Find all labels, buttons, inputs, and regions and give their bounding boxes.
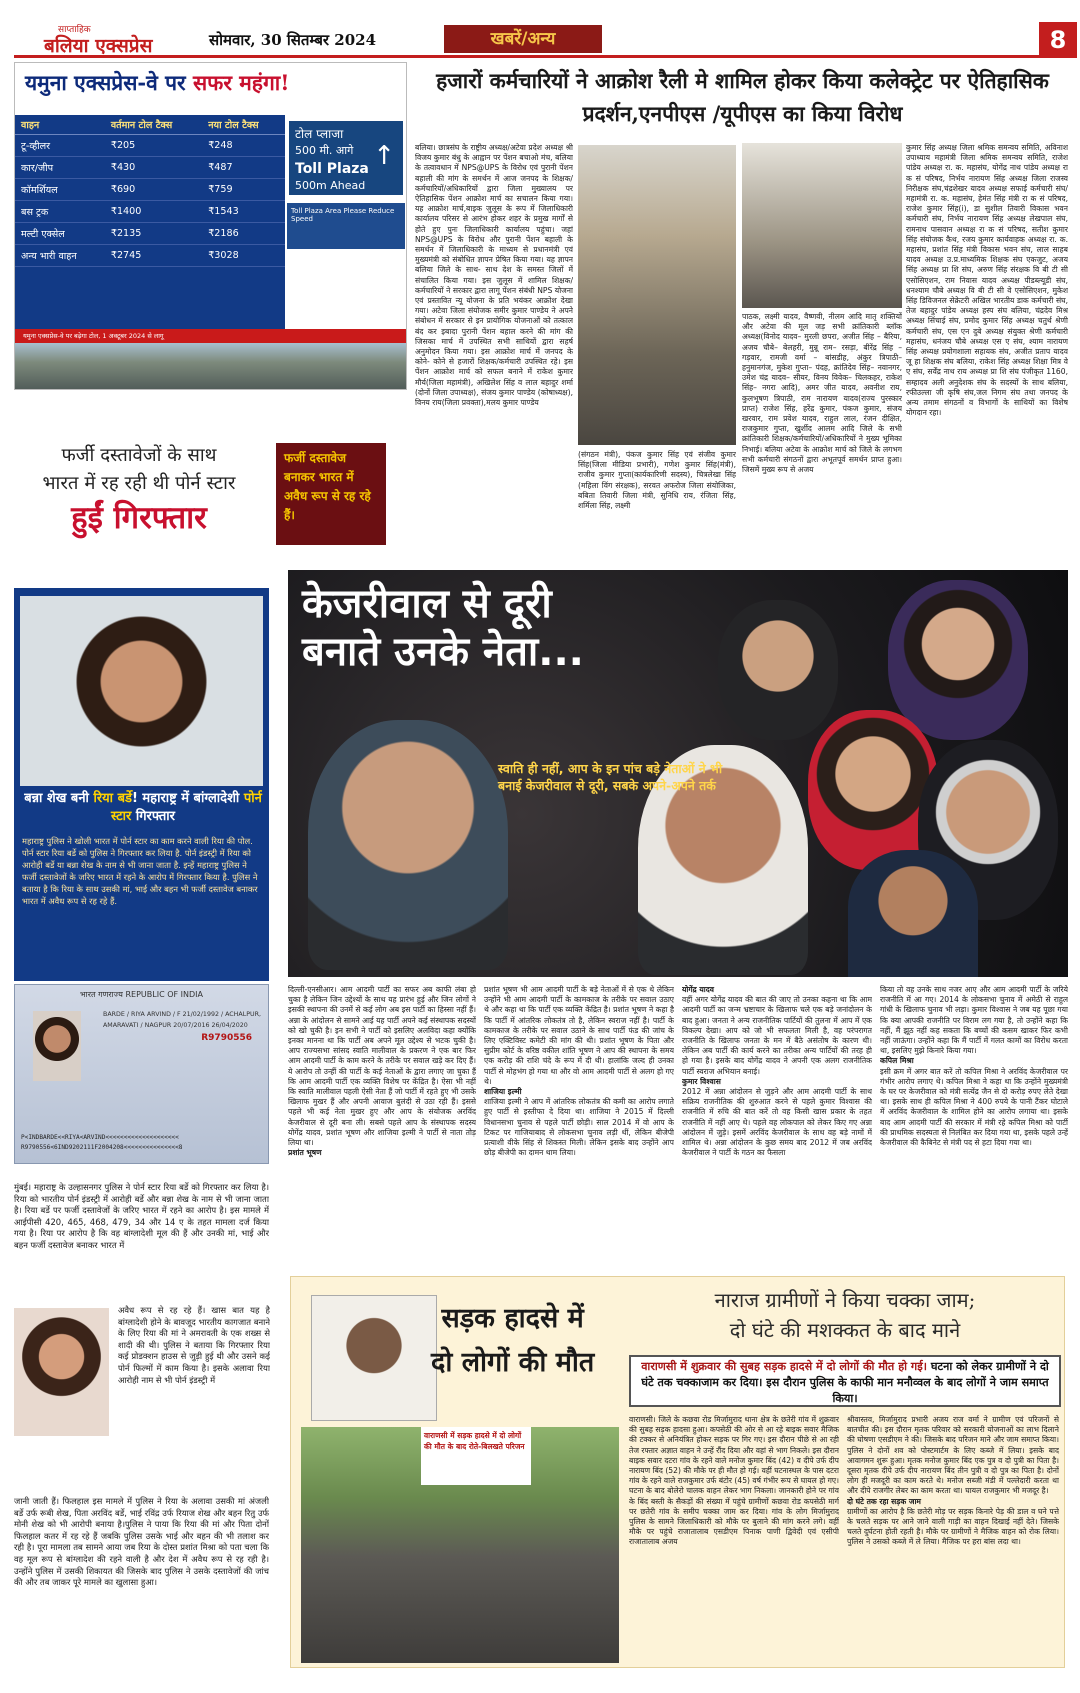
- story-text: दिल्ली-एनसीआर। आम आदमी पार्टी का सफर अब काफी लंबा हो चुका है लेकिन जिन उद्देश्यों के साथ यह प्रारंभ हुई और जिन लोगों ने इसकी स्थापना की उनमें से कई लोग अब इस पार्टी का हिस्सा नहीं हैं। अन्ना के आंदोलन से सामने आई यह पार्टी अपने कई संस्थापक सदस्यों को खो चुकी है। इन सभी ने पार्टी को इसलिए अलविदा कहा क्योंकि इनका मानना था कि पार्टी अब अपने मूल उद्देश्य से भटक चुकी है। आप राज्यसभा सांसद स्वाति मालीवाल के प्रकरण ने एक बार फिर आम आदमी पार्टी के काम करने के तरीके पर सवाल खड़े कर दिए हैं। ये आरोप तो उन्हीं की पार्टी के कई नेताओं के द्वारा लगाए जा चुका हैं कि आम आदमी पार्टी एक व्यक्ति विशेष पर केंद्रित है। ऐसा भी नहीं कि स्वाति मालीवाल पहली ऐसी नेता हैं जो पार्टी में रहते हुए भी उसके खिलाफ मुखर हैं और अपनी आवाज बुलंदी से उठा रही हैं। इससे पहले भी कई नेता मुखर हुए और आप के संयोजक अरविंद केजरीवाल से दूरी बना ली। सबसे पहले आप के संस्थापक सदस्य योगेंद्र यादव, प्रशांत भूषण और शाजिया इल्मी ने पार्टी से नाता तोड़ लिया था।: [288, 985, 476, 1148]
- rally-photo-2: [742, 143, 902, 308]
- riya-head-part: बन्ना शेख बनी: [24, 791, 94, 806]
- cell: ₹430: [105, 157, 202, 179]
- sign-line: Toll Plaza: [295, 161, 369, 177]
- story-text: वहीं अगर योगेंद्र यादव की बात की जाए तो उनका कहना था कि आम आदमी पार्टी का जन्म भ्रष्टाचार के खिलाफ चले एक बड़े जनांदोलन के बाद हुआ। जनता ने अन्य राजनीतिक पार्टियों की तुलना में आप में एक विकल्प देखा। आप को जो भी सफलता मिली है, वह परंपरागत राजनीति के खिलाफ जनता के मन में बैठे असंतोष के कारण थी। लेकिन अब पार्टी की कार्य करने का तरीका अन्य पार्टियों की तरह ही हो गया है। इसके बाद योगेंद्र यादव ने अपनी एक अलग राजनीतिक पार्टी स्वराज अभियान बनाई।: [682, 995, 872, 1076]
- leader-photo: [888, 580, 1028, 740]
- passport-details: BARDE / RIYA ARVIND / F 21/02/1992 / ACHALPUR, AMARAVATI / NAGPUR 20/07/2016 26/04/2020: [103, 1011, 262, 1029]
- subhead: कुमार विश्वास: [682, 1076, 721, 1086]
- cell: टू-व्हीलर: [15, 135, 105, 157]
- story-text: प्रशांत भूषण भी आम आदमी पार्टी के बड़े नेताओं में से एक थे लेकिन उन्होंने भी आम आदमी पार्टी के कामकाज के तरीके पर सवाल उठाए थे और कहा था कि पार्टी एक व्यक्ति केंद्रित है। प्रशांत भूषण ने कहा है कि पार्टी में आंतरिक लोकतंत्र तो है, लेकिन स्वराज नहीं है। पार्टी के कामकाज के तरीके पर सवाल उठाने के साथ पार्टी फंड की जांच के लिए एक्टिविस्ट कमेटी की मांग की थी। प्रशांत भूषण के पिता और सुप्रीम कोर्ट के वरिष्ठ वकील शांति भूषण ने आप की स्थापना के समय एक करोड़ की राशि चंदे के रूप में दी थी। हालांकि जल्द ही उनका पार्टी से मोहभंग हो गया था और वो आम आदमी पार्टी से अलग हो गए थे।: [484, 985, 674, 1086]
- subhead: शाजिया इल्मी: [484, 1087, 522, 1097]
- riya-headline: [18, 790, 268, 826]
- passport-header: भारत गणराज्य REPUBLIC OF INDIA: [80, 990, 203, 999]
- table-row: [15, 179, 285, 201]
- protest-summary-box: [629, 1355, 1061, 1407]
- porn-story-text-2: अवैध रूप से रह रहे हैं। खास बात यह है बांग्लादेशी होने के बावजूद भारतीय कागजात बनाने के लिए रिया की मां ने अमरावती के एक शख्स से शादी की थी। पुलिस ने बताया कि गिरफ्तार रिया कई प्रोडक्शन हाउस से जुड़ी हुई थी और उसने कई पोर्न फिल्मों में काम किया है। इसके अलावा रिया आरोही नाम से भी पोर्न इंडस्ट्री में: [118, 1305, 270, 1385]
- kejriwal-col4: [880, 985, 1068, 1257]
- table-row: [15, 245, 285, 267]
- headline-line: फर्जी दस्तावेजों के साथ: [61, 445, 217, 466]
- sign-line: टोल प्लाजा: [295, 127, 344, 141]
- cell: ₹2186: [202, 223, 285, 245]
- riya-head-part: रिया बर्डे: [93, 791, 132, 806]
- cell: ₹2745: [105, 245, 202, 267]
- table-row: [15, 135, 285, 157]
- headline-line: दो घंटे की मशक्कत के बाद माने: [729, 1318, 961, 1342]
- main-story-col3: पाठक, लक्ष्मी यादव, वैष्णवी, नीलम आदि मातृ शक्तियों और अटेवा की मूल जड़ सभी क्रांतिकारी ब्लॉक अध्यक्ष(विनोद यादव– मुरली छपरा, अजीत सिंह – बैरिया, अजय चौबे– बेलहरी, मुन्नू राम– रसड़ा, बीरेंद्र सिंह – गड़वार, रामजी वर्मा – बांसडीह, अंकुर त्रिपाठी– हनुमानगंज, मुकेश गुप्ता– पंदह, क्रांतिदेव सिंह– नवानगर, उमेश चंद्र यादव– सीयर, विनय विवेक– चिलकहर, राकेश सिंह– नगरा आदि), अमर जीत यादव, अवनीश राय, कुलभूषण त्रिपाठी, राम नारायण यादव(राज्य पुरस्कार प्राप्त) राजेश सिंह, हरेंद्र कुमार, पंकज कुमार, संजय खरवार, राम प्रवेश यादव, राहुल लाल, रंजन दीक्षित, राजकुमार गुप्ता, खुर्शीद आलम आदि जिले के सभी क्रांतिकारी शिक्षक/कर्मचारियों/अधिकारियों ने मुख्य भूमिका निभाई। बलिया अटेवा के आक्रोश मार्च को जिले के लगभग सभी कर्मचारी संगठनों द्वारा अभूतपूर्व समर्थन प्राप्त हुआ। जिसमें मुख्य रूप से अजय: [742, 312, 902, 475]
- main-story-col1: बलिया। छात्रसंघ के राष्ट्रीय अध्यक्ष/अटेवा प्रदेश अध्यक्ष श्री विजय कुमार बंधु के आह्वान पर पेंशन बचाओ मंच, बलिया के तत्वावधान में NPS@UPS के विरोध एवं पुरानी पेंशन बहाली की मांग के समर्थन में आज जनपद के शिक्षक/कर्मचारियों/अधिकारियों द्वारा जिला मुख्यालय पर ऐतिहासिक पेंशन आक्रोश मार्च का सचालन किया गया। यह आक्रोश मार्च,बाइक जुलूस के रूप में जिलाधिकारी कार्यालय परिसर से आरंभ होकर शहर के प्रमुख मार्गों से होते हुए पुनः जिलाधिकारी कार्यालय पहुंचा। जहां NPS@UPS के विरोध और पुरानी पेंशन बहाली के समर्थन में जिलाधिकारी के माध्यम से प्रधानमंत्री एवं मुख्यमंत्री को संबोधित ज्ञापन प्रेषित किया गया। यह ज्ञापन बलिया जिले के साथ- साथ देश के समस्त जिलों में संचालित किया गया। इस जुलूस में शामिल शिक्षक/कर्मचारियों ने सरकार द्वारा लागू पेंशन संबंधी NPS योजना एवं प्रस्तावित न्यू योजना के प्रति भयंकर आक्रोश देखा गया। अटेवा जिला संयोजक समीर कुमार पाण्डेय ने अपने संबोधन में सरकार से इन प्रायोगिक योजनाओं को तत्काल बंद कर इबादा पुरानी पेंशन बहाल करने की मांग की जिसका मार्च में उपस्थित सभी साथियों द्वारा सहर्ष अनुमोदन किया गया। इस आक्रोश मार्च में जनपद के कोने- कोने से हजारों शिक्षक/कर्मचारी उपस्थित रहे। इस पेंशन आक्रोश मार्च को सफल बनाने में राकेश कुमार मौर्य(जिला महामंत्री), अखिलेश सिंह व लाल बहादुर शर्मा (दोनों जिला उपाध्यक्ष), संजय कुमार पाण्डेय (कोषाध्यक्ष), विनय राय(जिला प्रवक्ता),मलय कुमार पाण्डेय: [415, 143, 573, 408]
- main-headline: हजारों कर्मचारियों ने आक्रोश रैली मे शामिल होकर किया कलेक्ट्रेट पर ऐतिहासिक प्रदर्शन,एनपीएस /यूपीएस का किया विरोध: [436, 68, 1049, 126]
- headline-line: सड़क हादसे में: [441, 1303, 584, 1334]
- toll-plaza-sign: [287, 119, 405, 197]
- rally-photo: [578, 145, 736, 445]
- headline-line: बनाते उनके नेता...: [302, 629, 584, 675]
- table-row: [15, 223, 285, 245]
- accident-col2: [847, 1415, 1059, 1665]
- cell: ₹205: [105, 135, 202, 157]
- headline-line: भारत में रह रही थी पोर्न स्टार: [42, 473, 236, 494]
- section-label: खबरें/अन्य: [444, 25, 602, 53]
- kejriwal-col2: [484, 985, 674, 1257]
- accident-headline: [431, 1297, 594, 1385]
- toll-rate-table: [15, 115, 285, 329]
- kejriwal-col3: [682, 985, 872, 1257]
- col-header-vehicle: वाहन: [15, 115, 105, 135]
- kejriwal-subhead: स्वाति ही नहीं, आप के इन पांच बड़े नेताओं ने भी बनाई केजरीवाल से दूरी, सबके अपने-अपने तर्क: [498, 761, 723, 793]
- cell: ₹759: [202, 179, 285, 201]
- headline-line: केजरीवाल से दूरी: [302, 581, 552, 627]
- leader-photo: [718, 600, 838, 740]
- summary-text: वाराणसी में शुक्रवार की सुबह सड़क हादसे में दो लोगों की मौत हो गई।: [641, 1360, 927, 1373]
- cell: बस ट्रक: [15, 201, 105, 223]
- story-text: इसी क्रम में अगर बात करें तो कपिल मिश्रा ने अरविंद केजरीवाल पर गंभीर आरोप लगाए थे। कपिल मिश्रा ने कहा था कि उन्होंने मुख्यमंत्री के घर पर केजरीवाल को मंत्री सत्येंद्र जैन से दो करोड़ रुपए लेते देखा था। इसके साथ ही कपिल मिश्रा ने 400 रुपये के पानी टैंकर घोटाले में अरविंद केजरीवाल के शामिल होने का आरोप लगाया था। इसके बाद आम आदमी पार्टी की सरकार में मंत्री रहे कपिल मिश्रा को पार्टी की प्राथमिक सदस्यता से निलंबित कर दिया गया था, इसके पहले उन्हें केजरीवाल की कैबिनेट से मंत्री पद से हटा दिया गया था।: [880, 1066, 1068, 1148]
- story-text: शाजिया इल्मी ने आप में आंतरिक लोकतंत्र की कमी का आरोप लगाते हुए पार्टी से इस्तीफा दे दिया था। शाजिया ने 2015 में दिल्ली विधानसभा चुनाव से पहले पार्टी छोड़ी। साल 2014 में वो आप के टिकट पर गाजियाबाद से लोकसभा चुनाव लड़ी थीं, लेकिन बीजेपी प्रत्याशी वीके सिंह से शिकस्त मिली। लेकिन इसके बाद उन्होंने आप छोड़ बीजेपी का दामन थाम लिया।: [484, 1097, 674, 1158]
- arrow-up-icon: ↑: [373, 141, 395, 171]
- cell: मल्टी एक्सेल: [15, 223, 105, 245]
- protest-headline: [629, 1285, 1061, 1345]
- kejriwal-banner: [288, 570, 1068, 977]
- cell: ₹487: [202, 157, 285, 179]
- yamuna-headline-a: यमुना एक्सप्रेस-वे पर: [25, 70, 193, 95]
- riya-photo-2: [14, 1308, 109, 1436]
- sign-line: 500 मी. आगे: [295, 144, 354, 157]
- story-text: श्रीवास्तव, मिर्जामुराद प्रभारी अजय राज वर्मा ने ग्रामीण एवं परिजनों से बातचीत की। इस दौरान मृतक परिवार को सरकारी योजनाओं का लाभ दिलाने की घोषणा एसडीएम ने की। जिसके बाद परिजन माने और जाम समाप्त किया। पुलिस ने दोनों शव को पोस्टमार्टम के लिए कब्जे में लिया। इसके बाद आवागमन शुरू हुआ। मृतक मनोज कुमार बिंद एक पुत्र व दो पुत्री का पिता है। दूसरा मृतक दीपे उर्फ दीप नारायण बिंद तीन पुत्री व दो पुत्र का पिता है। दोनों लोग ही मजदूरी का काम करते थे। मनोज सब्जी मंडी में पल्लेदारी करता था और दीपे राजगीर लेबर का काम करता था। घायल राजकुमार भी मजदूर है।: [847, 1415, 1059, 1496]
- story-text: 2012 में अन्ना आंदोलन से जुड़ने और आम आदमी पार्टी के साथ सक्रिय राजनीतिक की शुरुआत करने से पहले कुमार विश्वास की राजनीति में रुचि की बात करें तो वह किसी खास प्रकार के तहत राजनीति में नहीं आए थे। पहले वह लोकपाल को लेकर किए गए अन्ना आंदोलन में जुड़े। इसमें अरविंद केजरीवाल के साथ वह बड़े नामों में शामिल थे। अन्ना आंदोलन के कुछ समय बाद 2012 में जब अरविंद केजरीवाल ने पार्टी के गठन का फैसला: [682, 1087, 872, 1158]
- subhead: कपिल मिश्रा: [880, 1056, 914, 1066]
- masthead: [14, 22, 1068, 58]
- table-row: [15, 201, 285, 223]
- brand-weekly: साप्ताहिक: [58, 25, 91, 35]
- col-header-current: वर्तमान टोल टैक्स: [105, 115, 202, 135]
- porn-star-callout: फर्जी दस्तावेज बनाकर भारत में अवैध रूप से रह रहे हैं।: [276, 443, 386, 545]
- subhead: दो घंटे तक रहा सड़क जाम: [847, 1496, 921, 1506]
- page-number: 8: [1039, 22, 1077, 58]
- porn-star-headline: [14, 442, 264, 538]
- yamuna-toll-story: [14, 62, 407, 390]
- cell: अन्य भारी वाहन: [15, 245, 105, 267]
- cell: कॉमर्शियल: [15, 179, 105, 201]
- victim-photo: [311, 1295, 437, 1421]
- kejriwal-headline: [302, 580, 584, 676]
- speed-sign: Toll Plaza Area Please Reduce Speed: [287, 203, 405, 249]
- passport-photo: [33, 1011, 81, 1081]
- road-accident-story: [290, 1276, 1065, 1668]
- brand-name: बलिया एक्सप्रेस: [44, 35, 153, 57]
- story-text: किया तो वह उनके साथ नजर आए और आम आदमी पार्टी के जरिये राजनीति में आ गए। 2014 के लोकसभा चुनाव में अमेठी से राहुल गांधी के खिलाफ चुनाव भी लड़ा। कुमार विश्वास ने जब यह पूछा गया कि क्या आपकी राजनीति पर विराम लग गया है, तो उन्होंने कहा कि नहीं, मैं झूठ नहीं कह सकता कि बच्चों की कसम खाकर फिर कभी नहीं जाऊंगा। उन्होंने कहा कि मैं पार्टी में गलत कामों का विरोध करता था, इसलिए मुझे किनारे किया गया।: [880, 985, 1068, 1056]
- yamuna-strip: यमुना एक्सप्रेस-वे पर बढ़ेगा टोल, 1 अक्टूबर 2024 से लागू: [15, 329, 407, 343]
- subhead: योगेंद्र यादव: [682, 985, 714, 994]
- passport-number: R9790556: [201, 1033, 252, 1043]
- yamuna-headline: [25, 69, 289, 97]
- kejriwal-photo: [308, 720, 508, 970]
- newspaper-logo: [14, 22, 184, 56]
- kejriwal-col1: [288, 985, 476, 1257]
- cell: ₹2135: [105, 223, 202, 245]
- porn-story-text-3: जानी जाती हैं। फिलहाल इस मामले में पुलिस ने रिया के अलावा उसकी मां अंजली बर्डे उर्फ रूबी शेख, पिता अरविंद बर्डे, भाई रविंद्र उर्फ रियाज शेख और बहन रितु उर्फ मोनी शेख को भी आरोपी बनाया है।पुलिस ने पाया कि रिया की मां और पिता दोनों फिलहाल कतर में रह रहे हैं जबकि पुलिस उसके भाई और बहन की भी तलाश कर रही है। पूरा मामला तब सामने आया जब रिया के दोस्त प्रशांत मिश्रा को पता चला कि वह मूल रूप से बांग्लादेश की रहने वाली है और देश में अवैध रूप से रह रही है। उन्होंने पुलिस में उसकी शिकायत की जिसके बाद पुलिस ने उसके दस्तावेजों की जांच की और तब जाकर पूरे मामले का खुलासा हुआ।: [14, 1496, 269, 1588]
- table-row: [15, 157, 285, 179]
- cell: कार/जीप: [15, 157, 105, 179]
- accident-col1: वाराणसी। जिले के कछवा रोड मिर्जामुराद थाना क्षेत्र के छतेरी गांव में शुक्रवार की सुबह सड़क हादसा हुआ। कपसेठी की ओर से आ रहे बाइक सवार मैजिक की टक्कर से अनियंत्रित होकर सड़क पर गिर गए। इस दौरान पीछे से आ रही तेज रफ्तार अज्ञात वाहन ने उन्हें रौंद दिया और वहां से भाग निकले। इस दौरान बाइक सवार दटरा गांव के रहने वाले मनोज कुमार बिंद (42) व दीपे उर्फ दीप नारायण बिंद (52) की मौके पर ही मौत हो गई। वहीं घटनास्थल के पास दटरा गांव के रहने वाले राजकुमार उर्फ बंटोर (45) वर्ष गंभीर रूप से घायल हो गए। घटना के बाद बोलेरो चालक वाहन लेकर भाग निकला। जानकारी होने पर गांव के बिंद बस्ती के सैकड़ों की संख्या में पहुंचे ग्रामीणों कछवा रोड कपसेठी मार्ग पर छतेरी गांव के समीप चक्का जाम कर दिया। गांव के लोग मिर्जामुराद पुलिस के सामने जिलाधिकारी को मौके पर बुलाने की मांग करने लगे। वहीं मौके पर पहुंचे राजातालाब एसडीएम पिनाक पाणी द्विवेदी एवं एसीपी राजातालाब अजय: [629, 1415, 839, 1547]
- riya-head-part: पोर्न स्टार: [111, 791, 262, 824]
- cell: ₹248: [202, 135, 285, 157]
- headline-line: हुईं गिरफ्तार: [71, 500, 207, 536]
- riya-head-part: ! महाराष्ट्र में बांग्लादेशी: [131, 791, 244, 806]
- photo-caption: वाराणसी में सड़क हादसे में दो लोगों की मौत के बाद रोते-बिलखते परिजन: [421, 1427, 531, 1485]
- main-story-col2: (संगठन मंत्री), पंकज कुमार सिंह एवं संजीव कुमार सिंह(जिला मीडिया प्रभारी), गणेश कुमार सिंह(मंत्री), राजीव कुमार गुप्ता(कार्यकारिणी सदस्य), चित्रलेखा सिंह (महिला विंग संरक्षक), सरवत अफरोज जिला संयोजिका, बबिता तिवारी जिला मंत्री, सुनिधि राय, रंजिता सिंह, शर्मिला सिंह, लक्ष्मी: [578, 450, 736, 511]
- issue-date: सोमवार, 30 सितम्बर 2024: [209, 31, 377, 49]
- sign-line: 500m Ahead: [295, 179, 366, 192]
- leader-photo: [848, 850, 978, 977]
- subhead: प्रशांत भूषण: [288, 1148, 322, 1158]
- passport-mrz: P<INDBARDE<<RIYA<ARVIND<<<<<<<<<<<<<<<<<<<< R9790556<6IND9202111F2004208<<<<<<<<<<<<<<<8: [21, 1134, 183, 1151]
- cell: ₹3028: [202, 245, 285, 267]
- cell: ₹1400: [105, 201, 202, 223]
- cell: ₹690: [105, 179, 202, 201]
- story-text: ग्रामीणों का आरोप है कि छतेरी मोड़ पर सड़क किनारे पेड़ की डाल व घने पत्ते के चलते सड़क पर आने जाने वाली गाड़ी का वाहन दिखाई नहीं देते। जिसके चलते दुर्घटना होती रहती है। मौके पर ग्रामीणों ने मैजिक वाहन को रोक लिया। पुलिस ने उसको कब्जे में ले लिया। मैजिक पर हरा बांस लदा था।: [847, 1506, 1059, 1547]
- col-header-new: नया टोल टैक्स: [202, 115, 285, 135]
- summary-text: घटना को लेकर ग्रामीणों ने दो घंटे तक चक्काजाम कर दिया। इस दौरान पुलिस के काफी मान मनौव्वल के बाद लोगों ने जाम समाप्त किया।: [641, 1360, 1049, 1405]
- cell: ₹1543: [202, 201, 285, 223]
- passport-image: [14, 984, 269, 1164]
- riya-photo: [20, 596, 263, 786]
- headline-line: नाराज ग्रामीणों ने किया चक्का जाम;: [714, 1288, 976, 1312]
- yamuna-headline-b: सफर महंगा!: [192, 70, 290, 95]
- main-story-col4: कुमार सिंह अध्यक्ष जिला श्रमिक समन्वय समिति, अविनाश उपाध्याय महामंत्री जिला श्रमिक समन्वय समिति, राजेश पांडेय अध्यक्ष रा. क. महासंघ, योगेंद्र नाथ पांडेय अध्यक्ष रा क सं परिषद, निर्भय नारायण सिंह अध्यक्ष जिला राजस्व निरीक्षक संघ,चंद्रशेखर यादव अध्यक्ष सफाई कर्मचारी संघ/महामंत्री रा. क. महासंघ, हेमंत सिंह मंत्री रा क सं परिषद, राजेश कुमार सिंह(i), डा सुशील तिवारी विकास भवन कर्मचारी संघ, निर्भय नारायण सिंह अध्यक्ष लेखपाल संघ, रामनाथ पासवान अध्यक्ष रा क सं परिषद, सतीश कुमार सिंह संयोजक कैथ, रजय कुमार कार्यवाहक अध्यक्ष रा. क. महासंघ, प्रशांत सिंह मंत्री विकास भवन संघ, लाल साहब यादव अध्यक्ष उ.प्र.माध्यमिक शिक्षक संघ एकजुट, अजय सिंह अध्यक्ष प्रा शि संघ, अरुण सिंह संरक्षक वि बी टी सी एसोसिएशन, राम निवास यादव अध्यक्ष पीडब्ल्यूडी संघ, धनश्याम चौबे अध्यक्ष वि बी टी सी वे एसोसिएशन, मुकेश सिंह डिविजनल सेक्रेटरी अखिल भारतीय डाक कर्मचारी संघ, तेज बहादुर पांडेय अध्यक्ष हस्प संघ बलिया, चंद्रदेव मिश्र अध्यक्ष सिंचाई संघ, प्रमोद कुमार सिंह अध्यक्ष चतुर्थ श्रेणी कर्मचारी संघ, एस एन दुबे अध्यक्ष संयुक्त श्रेणी कर्मचारी महासंघ, धनंजय चौबे अध्यक्ष एस ए संघ, श्याम नारायण सिंह अध्यक्ष प्रयोगशाला सहायक संघ, अजीत प्रताप यादव जू हा शिक्षक संघ बलिया, राकेश सिंह अध्यक्ष शिक्षा मित्र वे ए संघ, सर्वेंद्र नाथ राय अध्यक्ष प्रा शि संघ पंजीकृत 1160, सम्हादव अली अनुदेशक संघ के सदस्यों के साथ बलिया, रफीउल्ला जी कृषि संघ,जल निगम संघ तथा जनपद के अन्य तमाम संगठनों व विभागों के साथियों का विशेष योगदान रहा।: [906, 143, 1068, 418]
- expressway-photo: [15, 343, 407, 390]
- riya-summary: महाराष्ट्र पुलिस ने खोली भारत में पोर्न स्टार का काम करने वाली रिया की पोल. पोर्न स्टार रिया बर्डे को पुलिस ने गिरफ्तार कर लिया है. पोर्न इंडस्ट्री में रिया को आरोही बर्डे या बन्ना शेख के नाम से भी जाना जाता है. इन्हें महाराष्ट्र पुलिस ने फर्जी दस्तावेजों के जरिए भारत में रहने के आरोप में गिरफ्तार किया है. पुलिस ने बताया है कि रिया के साथ उसकी मां, भाई और बहन भी फर्जी दस्तावेज बनाकर भारत में अवैध रूप से रह रहे हैं.: [22, 836, 258, 906]
- riya-head-part: गिरफ्तार: [131, 809, 175, 824]
- headline-line: दो लोगों की मौत: [431, 1347, 595, 1378]
- porn-story-text-1: मुंबई। महाराष्ट्र के उल्हासनगर पुलिस ने पोर्न स्टार रिया बर्डे को गिरफ्तार कर लिया है।रिया को भारतीय पोर्न इंडस्ट्री में आरोही बर्डे और बन्ना शेख के नाम से भी जाना जाता है। रिया बर्डे पर फर्जी दस्तावेजों के जरिए भारत में रहने का आरोप है। इस मामले में आईपीसी 420, 465, 468, 479, 34 और 14 ए के तहत मामला दर्ज किया गया है। रिया पर आरोप है कि वह बांग्लादेशी मूल की हैं और उनकी मां, भाई और बहन फर्जी दस्तावेज बनाकर भारत में: [14, 1182, 269, 1250]
